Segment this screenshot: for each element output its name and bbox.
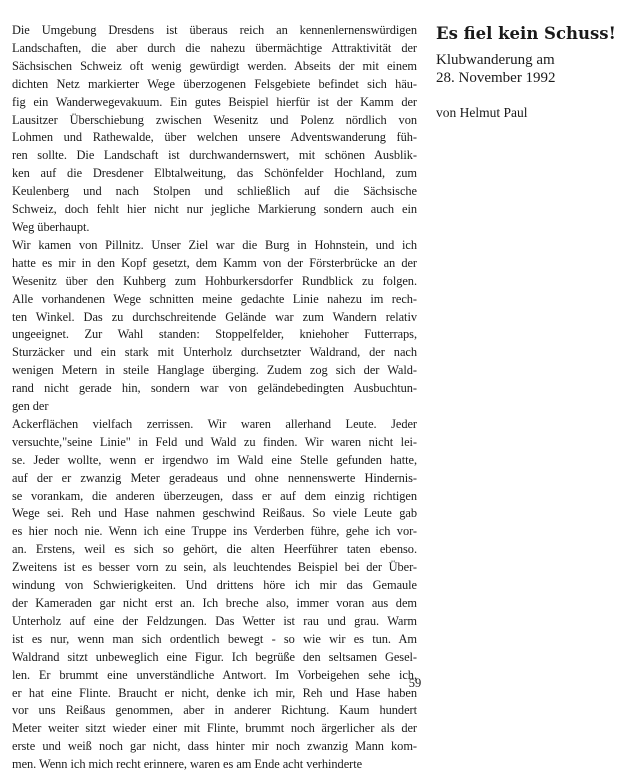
text-line: erste und weiß noch gar nicht, dass hinter mir noch zwanzig Mann kom- xyxy=(12,739,417,754)
text-line: Keulenberg und nach Stolpen und schließlich auf die Sächsische xyxy=(12,184,417,199)
text-line: wenigen Metern in steile Hanglage überging. Zudem zog sich der Wald- xyxy=(12,363,417,378)
text-line: len. Er brummt eine unverständliche Antwort. Im Vorbeigehen sehe ich, xyxy=(12,667,417,682)
text-line: Weg überhaupt. xyxy=(12,219,90,234)
article-author: von Helmut Paul xyxy=(436,105,528,120)
text-line: Zweitens ist es besser vorn zu sein, als leuchtendes Beispiel bei der Über- xyxy=(12,560,417,575)
text-line: rand nicht gerade hin, sondern war von geländebedingten Ausbuchtun- xyxy=(12,381,417,396)
text-line: ken auf die Dresdener Elbtalweitung, das Schönfelder Hochland, zum xyxy=(12,166,417,181)
text-line: ten Winkel. Das zu durchschreitende Gelände war zum Wandern relativ xyxy=(12,309,417,324)
text-line: Wege sei. Reh und Hase nahmen geschwind Reißaus. So viele Leute gab xyxy=(12,506,417,521)
text-line: windung von Schwierigkeiten. Und drittens höre ich mir das Gemaule xyxy=(12,578,417,593)
text-line: an. Erstens, weil es sich so gehört, die alten Heerführer taten ebenso. xyxy=(12,542,417,557)
article-header xyxy=(436,24,636,121)
text-line: vor uns Reißaus genommen, aber in anderer Richtung. Kaum hundert xyxy=(12,703,417,718)
text-line: Meter weiter sitzt wieder einer mit Flinte, brummt noch ärgerlicher als der xyxy=(12,721,417,736)
text-line: ist es nur, wenn man sich ordentlich bewegt - so wie wir es tun. Am xyxy=(12,631,417,646)
text-line: hatte es mir in den Kopf gesetzt, dem Kamm von der Försterbrücke an der xyxy=(12,255,417,270)
subtitle-line: 28. November 1992 xyxy=(436,70,556,86)
text-line: Lohmen und Rathewalde, über welchen unsere Adventswanderung füh- xyxy=(12,130,417,145)
text-line: er hat eine Flinte. Braucht er nicht, denke ich mir, Reh und Hase haben xyxy=(12,685,417,700)
text-line: Unterholz auf eine der Feldzungen. Das Wetter ist rau und grau. Warm xyxy=(12,613,417,628)
text-line: es hier noch nie. Wenn ich eine Truppe ins Verderben führe, gehe ich vor- xyxy=(12,524,417,539)
text-line: se. Jeder wollte, wenn er irgendwo im Wald eine Stelle gefunden hatte, xyxy=(12,452,417,467)
subtitle-line: Klubwanderung am xyxy=(436,52,555,68)
text-line: Wir kamen von Pillnitz. Unser Ziel war die Burg in Hohnstein, und ich xyxy=(12,237,417,252)
text-line: ren sollte. Die Landschaft ist durchwandernswert, mit schönen Ausblik- xyxy=(12,148,417,163)
text-line: Ackerflächen vielfach zerrissen. Wir waren allerhand Leute. Jeder xyxy=(12,416,417,431)
text-line: Sächsischen Schweiz oft wenig gewürdigt werden. Abseits der mit einem xyxy=(12,58,417,73)
text-line: der Kameraden gar nicht erst an. Ich breche also, immer voran aus dem xyxy=(12,596,417,610)
text-line: Waldrand sitzt unbeweglich eine Figur. Ich begrüße den seltsamen Gesel- xyxy=(12,649,417,664)
text-line: gen der xyxy=(12,399,49,414)
text-line: se vorankam, die anderen überzeugen, dass er auf dem einzig richtigen xyxy=(12,488,417,503)
text-line: Sturzäcker und ein stark mit Unterholz durchsetzter Waldrand, der nach xyxy=(12,345,417,360)
text-line: Alle vorhandenen Wege schnitten meine gedachte Linie nahezu im rech- xyxy=(12,291,417,306)
text-line: auf der er zwanzig Meter geradeaus und ohne nennenswerte Hindernis- xyxy=(12,470,417,485)
page-number: 59 xyxy=(408,676,422,690)
text-line: men. Wenn ich mich recht erinnere, waren es am Ende acht verhinderte xyxy=(12,757,363,772)
text-line: fig ein Wanderwegevakuum. Ein gutes Beispiel hierfür ist der Kamm der xyxy=(12,94,417,109)
article-subtitle xyxy=(436,51,636,87)
text-line: Landschaften, die aber durch die nahezu übermächtige Attraktivität der xyxy=(12,40,417,55)
text-line: Die Umgebung Dresdens ist überaus reich an kennenlernenswürdigen xyxy=(12,23,417,37)
text-line: Wesenitz über den Kuhberg zum Hohburkersdorfer Rundblick zu folgen. xyxy=(12,273,417,288)
text-line: ungeeignet. Zur Wahl standen: Stoppelfelder, kniehoher Futterraps, xyxy=(12,327,417,342)
text-line: versuchte,"seine Linie" in Feld und Wald zu finden. Wir waren nicht lei- xyxy=(12,434,417,449)
text-line: Schweiz, doch fehlt hier nicht nur jegliche Markierung sondern auch ein xyxy=(12,202,417,217)
text-line: dichten Netz markierter Wege überzogenen Felsgebiete befindet sich häu- xyxy=(12,76,417,91)
article-title: Es fiel kein Schuss! xyxy=(436,24,616,43)
article-body xyxy=(12,22,417,774)
text-line: Lausitzer Überschiebung zwischen Wesenitz und Polenz nördlich von xyxy=(12,112,417,127)
